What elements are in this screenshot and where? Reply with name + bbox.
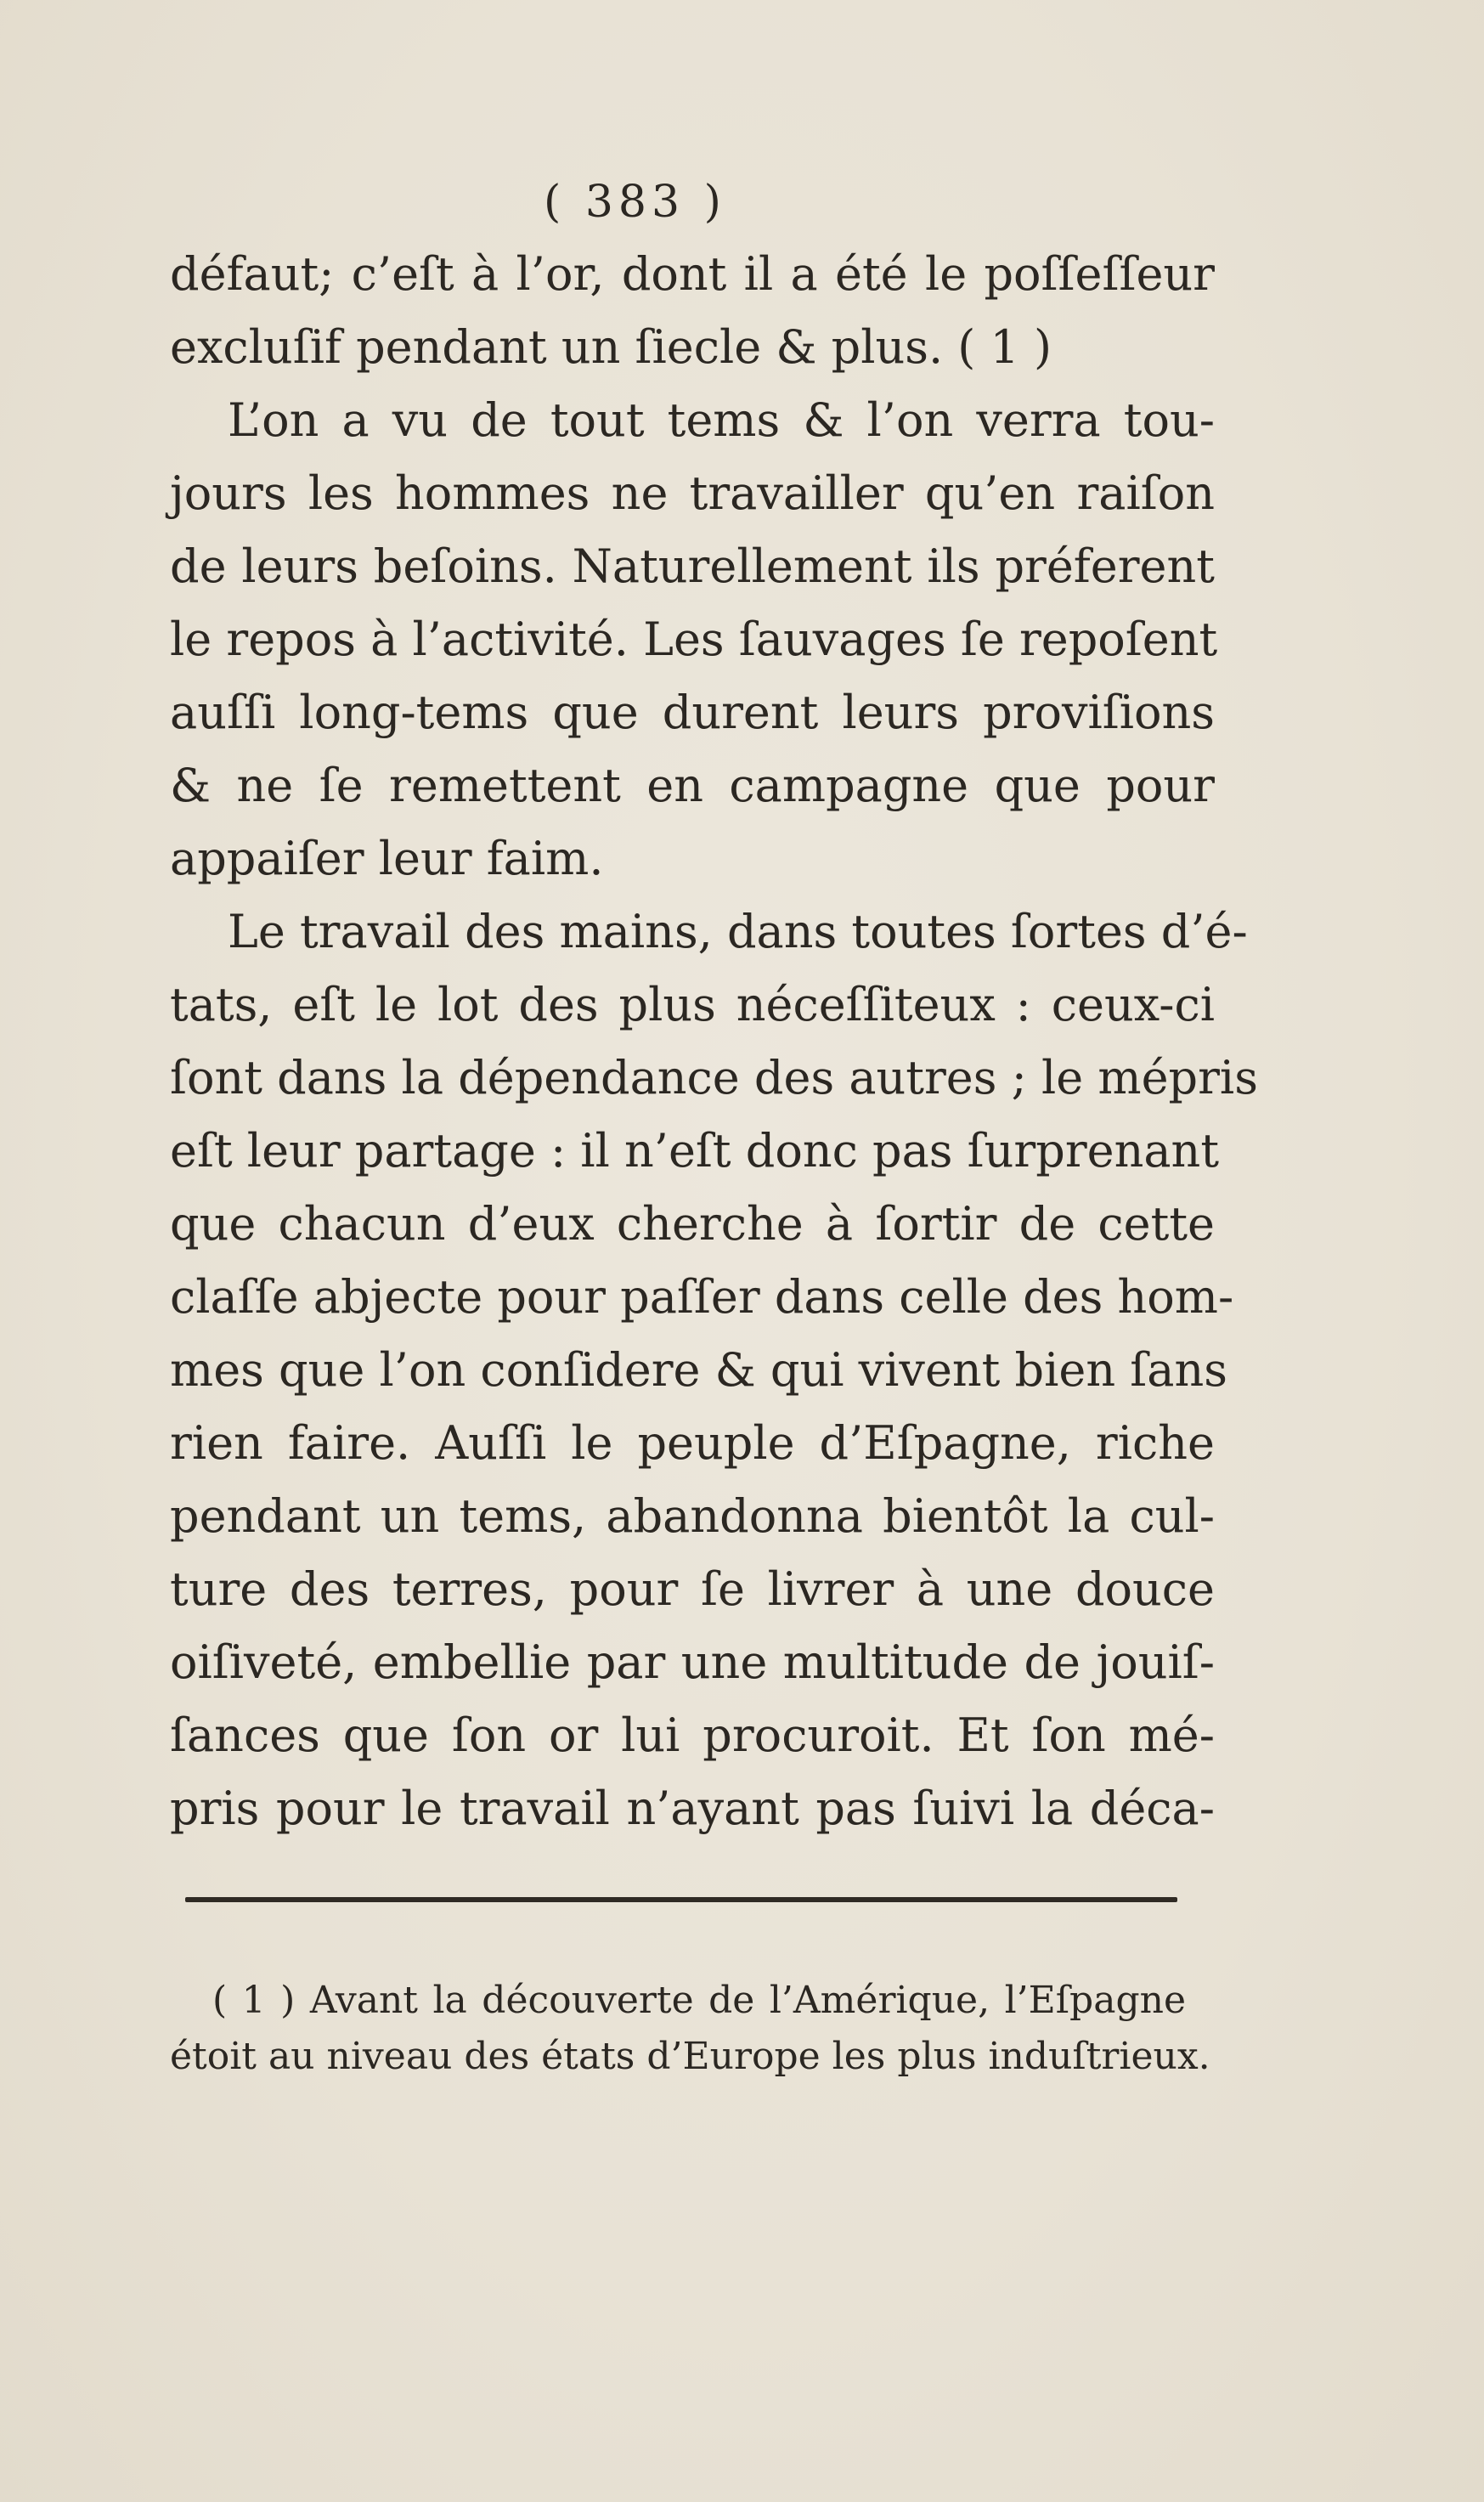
text-line: défaut; c’eſt à l’or, dont il a été le poſſeſſeur bbox=[170, 247, 1215, 301]
text-line: eſt leur partage : il n’eſt donc pas ſurprenant bbox=[170, 1124, 1220, 1178]
text-line: le repos à l’activité. Les ſauvages ſe repoſent bbox=[170, 613, 1218, 666]
text-line: Le travail des mains, dans toutes ſortes d’é- bbox=[228, 905, 1248, 958]
text-line: & ne ſe remettent en campagne que pour bbox=[170, 759, 1215, 812]
text-line: mes que l’on conſidere & qui vivent bien ſans bbox=[170, 1343, 1227, 1397]
text-line: que chacun d’eux cherche à ſortir de cette bbox=[170, 1197, 1215, 1251]
footnote-divider bbox=[185, 1897, 1177, 1902]
text-line: pris pour le travail n’ayant pas ſuivi la déca- bbox=[170, 1782, 1215, 1835]
text-line: oiſiveté, embellie par une multitude de jouiſ- bbox=[170, 1635, 1215, 1689]
text-line: L’on a vu de tout tems & l’on verra tou- bbox=[228, 393, 1215, 447]
page-number-text: ( 383 ) bbox=[544, 177, 726, 228]
text-line: tats, eſt le lot des plus néceſſiteux : ceux-ci bbox=[170, 978, 1215, 1031]
footnote-line: ( 1 ) Avant la découverte de l’Amérique, l’Eſpagne bbox=[212, 1979, 1186, 2022]
footnote-line: étoit au niveau des états d’Europe les plus induſtrieux. bbox=[170, 2035, 1210, 2078]
text-line: jours les hommes ne travailler qu’en raiſon bbox=[170, 466, 1215, 520]
text-line: claſſe abjecte pour paſſer dans celle des hom- bbox=[170, 1270, 1234, 1324]
text-line: pendant un tems, abandonna bientôt la cul- bbox=[170, 1489, 1215, 1543]
text-line: rien faire. Auſſi le peuple d’Eſpagne, riche bbox=[170, 1416, 1215, 1470]
text-line: de leurs beſoins. Naturellement ils préferent bbox=[170, 539, 1215, 593]
text-line: ſances que ſon or lui procuroit. Et ſon mé- bbox=[170, 1708, 1215, 1762]
text-line: ſont dans la dépendance des autres ; le mépris bbox=[170, 1051, 1258, 1104]
text-line: ture des terres, pour ſe livrer à une douce bbox=[170, 1562, 1215, 1616]
text-line: excluſif pendant un ſiecle & plus. ( 1 ) bbox=[170, 320, 1052, 374]
text-line: auſſi long-tems que durent leurs proviſions bbox=[170, 686, 1215, 739]
text-line: appaiſer leur faim. bbox=[170, 832, 604, 885]
